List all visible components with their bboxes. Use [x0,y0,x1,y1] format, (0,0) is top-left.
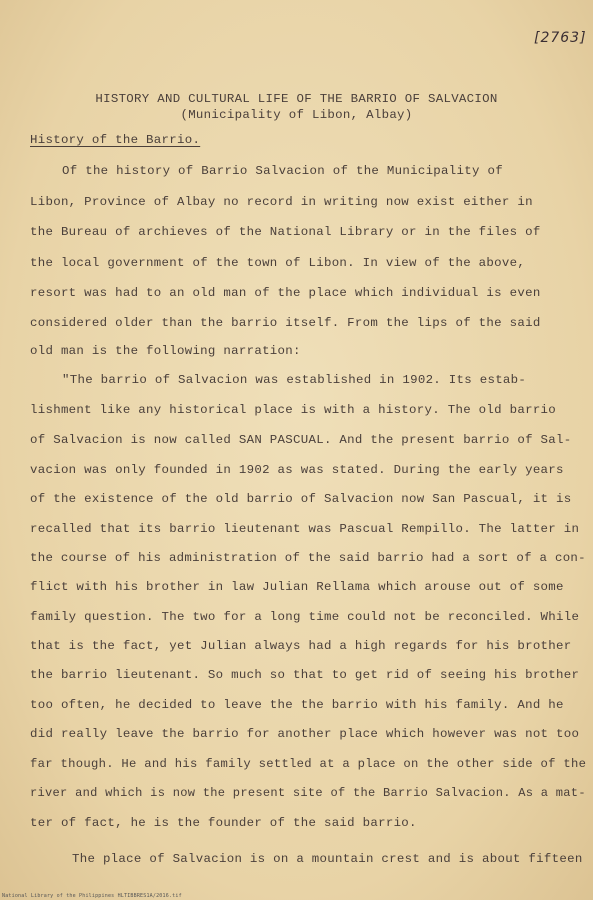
body-line: the barrio lieutenant. So much so that to get rid of seeing his brother [30,668,580,682]
body-line: The place of Salvacion is on a mountain crest and is about fifteen [72,852,583,866]
body-line: the local government of the town of Libon. In view of the above, [30,256,526,270]
body-line: recalled that its barrio lieutenant was Pascual Rempillo. The latter in [30,522,580,536]
body-line: the course of his administration of the said barrio had a sort of a con- [30,551,586,565]
body-line: Libon, Province of Albay no record in writing now exist either in [30,195,533,209]
body-line: river and which is now the present site of the Barrio Salvacion. As a mat- [30,786,586,800]
body-line: resort was had to an old man of the place which individual is even [30,286,541,300]
body-line: of Salvacion is now called SAN PASCUAL. And the present barrio of Sal- [30,433,572,447]
body-line: ter of fact, he is the founder of the said barrio. [30,816,417,830]
body-line: lishment like any historical place is with a history. The old barrio [30,403,557,417]
body-line: far though. He and his family settled at a place on the other side of the [30,757,587,771]
body-line: that is the fact, yet Julian always had a high regards for his brother [30,639,572,653]
body-line: the Bureau of archieves of the National Library or in the files of [30,225,541,239]
body-line: flict with his brother in law Julian Rellama which arouse out of some [30,580,564,594]
body-line: of the existence of the old barrio of Salvacion now San Pascual, it is [30,492,572,506]
body-line: "The barrio of Salvacion was established in 1902. Its estab- [62,373,527,387]
body-line: vacion was only founded in 1902 as was stated. During the early years [30,463,564,477]
body-line: did really leave the barrio for another place which however was not too [30,727,580,741]
body-line: Of the history of Barrio Salvacion of the Municipality of [62,164,503,178]
body-line: too often, he decided to leave the the barrio with his family. And he [30,698,564,712]
scan-footer: National Library of the Philippines HLTIBBRES1A/2016.tif [2,893,182,899]
section-heading: History of the Barrio. [30,133,201,147]
document-title: HISTORY AND CULTURAL LIFE OF THE BARRIO OF SALVACION [95,92,498,106]
document-subtitle: (Municipality of Libon, Albay) [180,108,413,122]
body-line: considered older than the barrio itself. From the lips of the said [30,316,541,330]
reference-number: [2763] [534,30,587,46]
body-line: family question. The two for a long time could not be reconciled. While [30,610,580,624]
body-line: old man is the following narration: [30,344,301,358]
